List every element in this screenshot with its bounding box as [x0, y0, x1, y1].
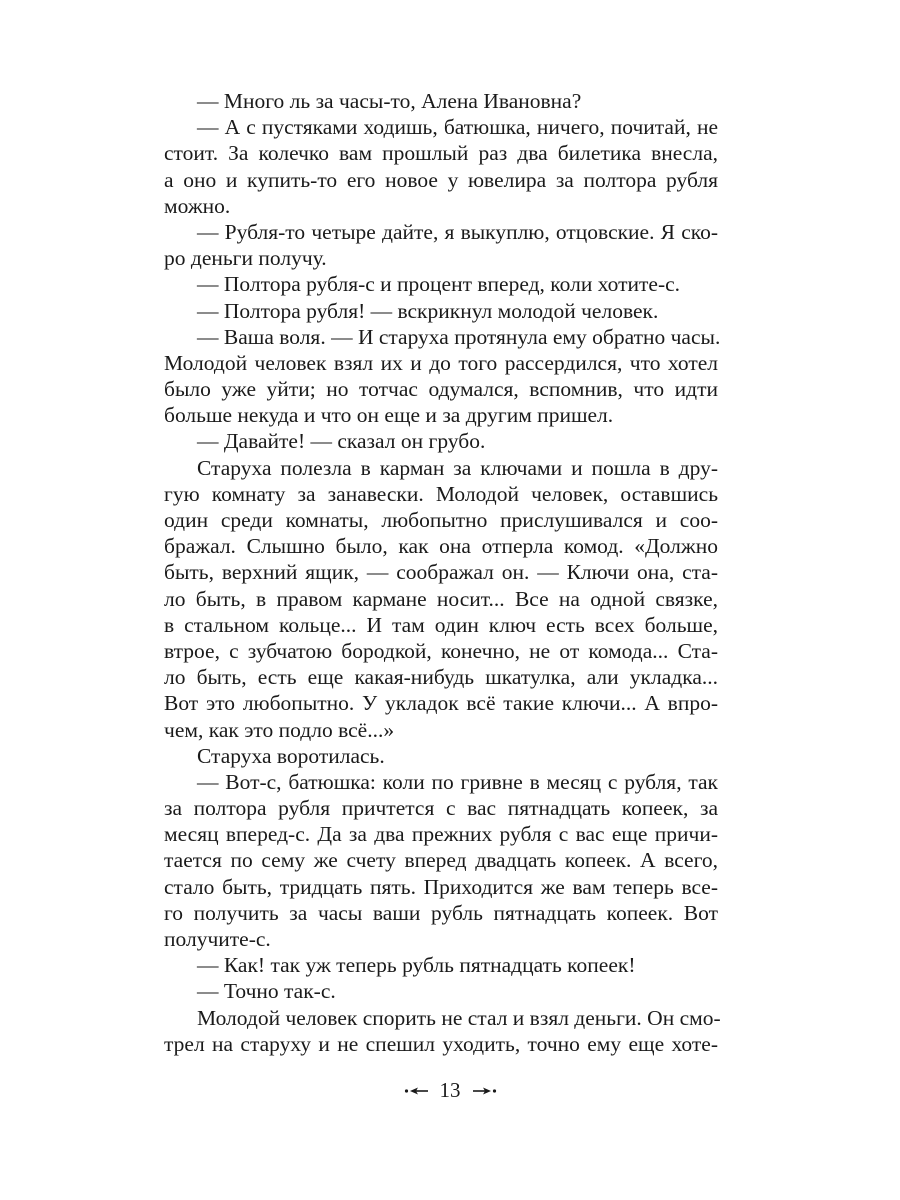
- body-text: [164, 88, 721, 1057]
- text-line: в стальном кольце... И там один ключ есть всех больше,: [164, 612, 718, 637]
- text-line: — Ваша воля. — И старуха протянула ему обратно часы.: [197, 324, 721, 349]
- text-line: гую комнату за занавески. Молодой человек, оставшись: [164, 481, 718, 506]
- text-line: можно.: [164, 193, 231, 218]
- right-arrow-ornament-icon: [471, 1086, 497, 1096]
- text-line: тается по сему же счету вперед двадцать копеек. А всего,: [164, 848, 718, 873]
- text-line: чем, как это подло всё...»: [164, 717, 395, 742]
- text-line: — Много ль за часы-то, Алена Ивановна?: [197, 89, 582, 113]
- text-line: ло быть, в правом кармане носит... Все на одной связке,: [164, 586, 718, 611]
- text-line: — Точно так-с.: [197, 979, 336, 1004]
- text-line: Старуха воротилась.: [197, 743, 385, 768]
- text-line: ло быть, есть еще какая-нибудь шкатулка, али укладка...: [164, 665, 718, 690]
- text-line: один среди комнаты, любопытно прислушивался и соо-: [164, 508, 718, 532]
- text-line: стоит. За колечко вам прошлый раз два билетика внесла,: [164, 141, 718, 166]
- text-line: больше некуда и что он еще и за другим пришел.: [164, 403, 614, 428]
- text-line: быть, верхний ящик, — соображал он. — Ключи она, ста-: [164, 560, 718, 585]
- text-line: месяц вперед-с. Да за два прежних рубля с вас еще причи-: [164, 822, 718, 847]
- text-line: а оно и купить-то его новое у ювелира за полтора рубля: [164, 167, 718, 192]
- text-line: — Вот-с, батюшка: коли по гривне в месяц с рубля, так: [197, 769, 718, 794]
- text-line: бражал. Слышно было, как она отперла комод. «Должно: [164, 534, 718, 559]
- page-footer: [0, 1078, 900, 1103]
- text-line: — Давайте! — сказал он грубо.: [197, 429, 486, 454]
- text-line: — А с пустяками ходишь, батюшка, ничего, почитай, не: [197, 115, 718, 140]
- text-line: получите-с.: [164, 927, 271, 951]
- text-line: — Рубля-то четыре дайте, я выкуплю, отцовские. Я ско-: [197, 219, 718, 244]
- text-line: Молодой человек взял их и до того рассердился, что хотел: [164, 350, 718, 375]
- text-line: — Полтора рубля! — вскрикнул молодой человек.: [197, 298, 659, 323]
- text-line: стало быть, тридцать пять. Приходится же вам теперь все-: [164, 874, 718, 899]
- text-line: ро деньги получу.: [164, 246, 327, 271]
- text-line: Вот это любопытно. У укладок всё такие ключи... А впро-: [164, 691, 718, 716]
- text-line: — Как! так уж теперь рубль пятнадцать копеек!: [197, 953, 636, 978]
- text-line: — Полтора рубля-с и процент вперед, коли хотите-с.: [197, 272, 681, 297]
- text-line: Старуха полезла в карман за ключами и пошла в дру-: [197, 455, 718, 480]
- text-line: втрое, с зубчатою бородкой, конечно, не от комода... Ста-: [164, 638, 718, 663]
- text-line: было уже уйти; но тотчас одумался, вспомнив, что идти: [164, 377, 718, 402]
- page-number: 13: [439, 1078, 461, 1102]
- left-arrow-ornament-icon: [404, 1086, 430, 1096]
- text-line: го получить за часы ваши рубль пятнадцать копеек. Вот: [164, 900, 718, 925]
- text-line: трел на старуху и не спешил уходить, точно ему еще хоте-: [164, 1031, 718, 1056]
- text-line: Молодой человек спорить не стал и взял деньги. Он смо-: [197, 1005, 721, 1030]
- text-line: за полтора рубля причтется с вас пятнадцать копеек, за: [164, 796, 718, 821]
